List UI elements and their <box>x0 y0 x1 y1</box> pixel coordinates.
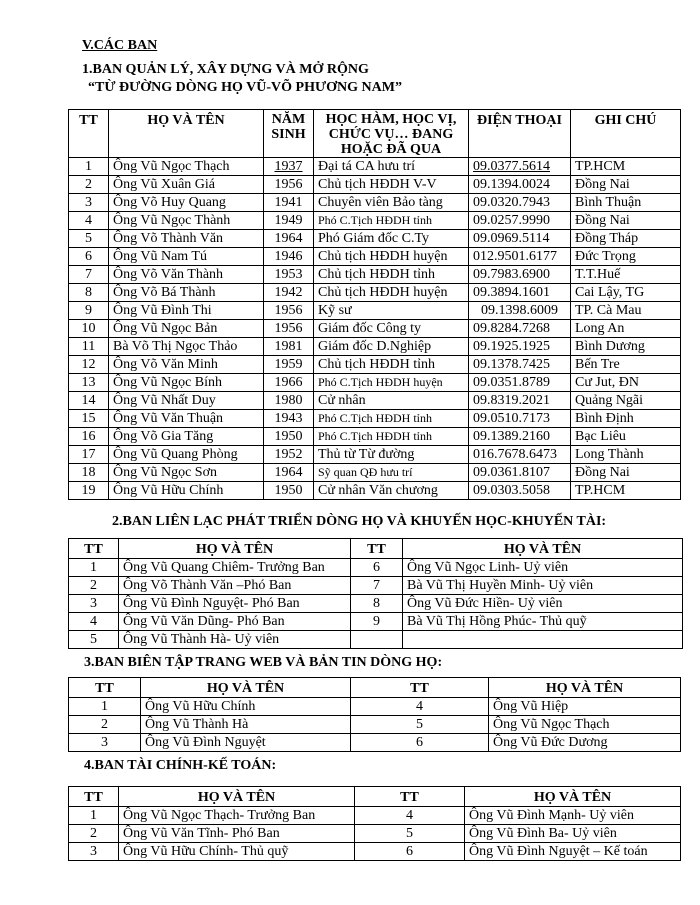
row-tt2: 8 <box>351 595 403 613</box>
board1-table <box>68 109 681 500</box>
header-name2: HỌ VÀ TÊN <box>489 678 681 698</box>
row-note: Bến Tre <box>571 356 681 374</box>
row-tt: 4 <box>69 212 109 230</box>
row-tt: 3 <box>69 595 119 613</box>
row-tt2: 6 <box>351 559 403 577</box>
row-phone: 09.1394.0024 <box>469 176 571 194</box>
row-phone: 09.0257.9990 <box>469 212 571 230</box>
board3-table-row <box>69 698 681 716</box>
row-name: Ông Vũ Ngọc Sơn <box>109 464 264 482</box>
board3-title: 3.BAN BIÊN TẬP TRANG WEB VÀ BẢN TIN DÒNG HỌ: <box>84 655 443 670</box>
row-name: Ông Vũ Hữu Chính- Thủ quỹ <box>119 843 355 861</box>
board4-table-row <box>69 807 681 825</box>
row-note: TP.HCM <box>571 482 681 500</box>
board1-table-row <box>69 320 681 338</box>
row-name: Ông Vũ Hữu Chính <box>109 482 264 500</box>
row-name: Bà Võ Thị Ngọc Thảo <box>109 338 264 356</box>
row-tt: 16 <box>69 428 109 446</box>
row-tt: 6 <box>69 248 109 266</box>
row-phone: 09.0377.5614 <box>469 158 571 176</box>
row-tt: 15 <box>69 410 109 428</box>
row-name: Ông Võ Văn Thành <box>109 266 264 284</box>
header-name: HỌ VÀ TÊN <box>119 539 351 559</box>
row-tt: 12 <box>69 356 109 374</box>
row-name: Ông Vũ Ngọc Thạch <box>109 158 264 176</box>
row-tt: 3 <box>69 194 109 212</box>
row-position: Chủ tịch HĐDH huyện <box>314 284 469 302</box>
row-name: Ông Vũ Đình Thi <box>109 302 264 320</box>
row-tt: 3 <box>69 843 119 861</box>
row-phone: 012.9501.6177 <box>469 248 571 266</box>
board1-table-row <box>69 338 681 356</box>
row-year: 1946 <box>264 248 314 266</box>
row-note: Quảng Ngãi <box>571 392 681 410</box>
row-note: Bình Dương <box>571 338 681 356</box>
board1-table-row <box>69 428 681 446</box>
header-tt2: TT <box>355 787 465 807</box>
row-note: Đồng Nai <box>571 212 681 230</box>
row-name: Ông Võ Văn Minh <box>109 356 264 374</box>
row-position: Chủ tịch HĐDH V-V <box>314 176 469 194</box>
row-note: Long An <box>571 320 681 338</box>
row-phone: 09.1398.6009 <box>469 302 571 320</box>
board3-table-row <box>69 734 681 752</box>
board1-table-row <box>69 410 681 428</box>
row-name: Ông Vũ Ngọc Thành <box>109 212 264 230</box>
row-name2: Ông Vũ Đình Mạnh- Uỷ viên <box>465 807 681 825</box>
row-phone: 09.0320.7943 <box>469 194 571 212</box>
header-tt: TT <box>69 110 109 158</box>
row-tt2: 4 <box>351 698 489 716</box>
board1-table-row <box>69 266 681 284</box>
row-position: Đại tá CA hưu trí <box>314 158 469 176</box>
row-position: Sỹ quan QĐ hưu trí <box>314 464 469 482</box>
board1-table-row <box>69 284 681 302</box>
row-name2: Ông Vũ Ngọc Thạch <box>489 716 681 734</box>
row-name: Ông Vũ Xuân Giá <box>109 176 264 194</box>
row-name: Ông Vũ Đình Nguyệt- Phó Ban <box>119 595 351 613</box>
row-tt2: 5 <box>355 825 465 843</box>
header-year: NĂM SINH <box>264 110 314 158</box>
row-position: Kỹ sư <box>314 302 469 320</box>
header-name2: HỌ VÀ TÊN <box>465 787 681 807</box>
board3-table <box>68 677 681 752</box>
row-year: 1952 <box>264 446 314 464</box>
row-year: 1943 <box>264 410 314 428</box>
board1-table-row <box>69 464 681 482</box>
row-year: 1981 <box>264 338 314 356</box>
board1-table-row <box>69 176 681 194</box>
row-position: Cử nhân Văn chương <box>314 482 469 500</box>
row-note: TP. Cà Mau <box>571 302 681 320</box>
row-phone: 09.0303.5058 <box>469 482 571 500</box>
row-name2: Ông Vũ Đức Hiền- Uỷ viên <box>403 595 683 613</box>
board2-table-row <box>69 595 683 613</box>
row-year: 1959 <box>264 356 314 374</box>
header-tt: TT <box>69 539 119 559</box>
row-position: Giám đốc Công ty <box>314 320 469 338</box>
row-tt: 1 <box>69 807 119 825</box>
row-phone: 09.1378.7425 <box>469 356 571 374</box>
row-phone: 09.0361.8107 <box>469 464 571 482</box>
row-tt2 <box>351 631 403 649</box>
row-name: Ông Võ Gia Tăng <box>109 428 264 446</box>
row-position: Phó C.Tịch HĐDH huyện <box>314 374 469 392</box>
row-phone: 09.8284.7268 <box>469 320 571 338</box>
row-phone: 09.1389.2160 <box>469 428 571 446</box>
row-year: 1950 <box>264 428 314 446</box>
row-name2: Ông Vũ Đình Nguyệt – Kế toán <box>465 843 681 861</box>
row-name: Ông Vũ Văn Thuận <box>109 410 264 428</box>
row-name: Ông Vũ Nam Tú <box>109 248 264 266</box>
row-year: 1949 <box>264 212 314 230</box>
row-name: Ông Vũ Văn Dũng- Phó Ban <box>119 613 351 631</box>
board1-table-row <box>69 392 681 410</box>
row-tt: 8 <box>69 284 109 302</box>
row-note: Đồng Nai <box>571 464 681 482</box>
header-name: HỌ VÀ TÊN <box>119 787 355 807</box>
row-position: Chủ tịch HĐDH tỉnh <box>314 356 469 374</box>
row-tt: 1 <box>69 698 141 716</box>
board2-header-row <box>69 539 683 559</box>
row-phone: 09.8319.2021 <box>469 392 571 410</box>
row-position: Giám đốc D.Nghiệp <box>314 338 469 356</box>
row-tt: 13 <box>69 374 109 392</box>
board3-table-row <box>69 716 681 734</box>
row-name: Ông Vũ Thành Hà- Uỷ viên <box>119 631 351 649</box>
row-tt2: 9 <box>351 613 403 631</box>
row-tt: 5 <box>69 230 109 248</box>
board1-table-row <box>69 302 681 320</box>
row-note: Bình Thuận <box>571 194 681 212</box>
board1-table-row <box>69 374 681 392</box>
board1-title-line2: “TỪ ĐƯỜNG DÒNG HỌ VŨ-VÕ PHƯƠNG NAM” <box>88 80 402 95</box>
row-phone: 09.0351.8789 <box>469 374 571 392</box>
row-name2: Bà Vũ Thị Huyền Minh- Uỷ viên <box>403 577 683 595</box>
board1-table-row <box>69 356 681 374</box>
row-name2: Ông Vũ Hiệp <box>489 698 681 716</box>
row-phone: 09.0969.5114 <box>469 230 571 248</box>
row-note: Bạc Liêu <box>571 428 681 446</box>
board4-table-row <box>69 843 681 861</box>
row-tt: 17 <box>69 446 109 464</box>
row-tt: 10 <box>69 320 109 338</box>
board1-header-row <box>69 110 681 158</box>
header-tt2: TT <box>351 539 403 559</box>
section-title: V.CÁC BAN <box>82 38 158 53</box>
row-note: Đồng Tháp <box>571 230 681 248</box>
row-position: Phó Giám đốc C.Ty <box>314 230 469 248</box>
row-year: 1941 <box>264 194 314 212</box>
board2-table-row <box>69 631 683 649</box>
row-tt: 11 <box>69 338 109 356</box>
row-position: Phó C.Tịch HĐDH tỉnh <box>314 212 469 230</box>
row-position: Cử nhân <box>314 392 469 410</box>
row-year: 1953 <box>264 266 314 284</box>
board1-table-row <box>69 230 681 248</box>
row-name: Ông Vũ Quang Phòng <box>109 446 264 464</box>
board1-title-line1: 1.BAN QUẢN LÝ, XÂY DỰNG VÀ MỞ RỘNG <box>82 62 369 77</box>
row-name2: Ông Vũ Ngọc Linh- Uỷ viên <box>403 559 683 577</box>
board1-table-row <box>69 248 681 266</box>
row-tt: 7 <box>69 266 109 284</box>
board1-table-row <box>69 158 681 176</box>
board1-table-row <box>69 446 681 464</box>
row-tt: 5 <box>69 631 119 649</box>
row-position: Phó C.Tịch HĐDH tỉnh <box>314 410 469 428</box>
row-tt2: 4 <box>355 807 465 825</box>
row-name: Ông Vũ Quang Chiêm- Trưởng Ban <box>119 559 351 577</box>
board4-table <box>68 786 681 861</box>
row-note: Bình Định <box>571 410 681 428</box>
row-tt: 9 <box>69 302 109 320</box>
row-position: Chủ tịch HĐDH tỉnh <box>314 266 469 284</box>
row-name: Ông Võ Bá Thành <box>109 284 264 302</box>
row-name: Ông Vũ Hữu Chính <box>141 698 351 716</box>
header-tt2: TT <box>351 678 489 698</box>
row-name2: Ông Vũ Đình Ba- Uỷ viên <box>465 825 681 843</box>
row-note: Cư Jut, ĐN <box>571 374 681 392</box>
header-tt: TT <box>69 787 119 807</box>
row-tt: 19 <box>69 482 109 500</box>
header-note: GHI CHÚ <box>571 110 681 158</box>
row-year: 1956 <box>264 320 314 338</box>
row-tt: 4 <box>69 613 119 631</box>
row-phone: 09.3894.1601 <box>469 284 571 302</box>
header-tt: TT <box>69 678 141 698</box>
board4-title: 4.BAN TÀI CHÍNH-KẾ TOÁN: <box>84 758 277 773</box>
row-phone: 09.0510.7173 <box>469 410 571 428</box>
row-name: Ông Võ Thành Văn <box>109 230 264 248</box>
row-year: 1964 <box>264 230 314 248</box>
header-position: HỌC HÀM, HỌC VỊ, CHỨC VỤ… ĐANG HOẶC ĐÃ QUA <box>314 110 469 158</box>
row-tt: 2 <box>69 176 109 194</box>
board2-table-row <box>69 613 683 631</box>
row-name: Ông Vũ Đình Nguyệt <box>141 734 351 752</box>
row-year: 1964 <box>264 464 314 482</box>
board2-table <box>68 538 683 649</box>
row-note: Đồng Nai <box>571 176 681 194</box>
row-tt2: 7 <box>351 577 403 595</box>
board4-header-row <box>69 787 681 807</box>
row-year: 1966 <box>264 374 314 392</box>
board2-table-row <box>69 559 683 577</box>
board2-table-row <box>69 577 683 595</box>
row-name: Ông Vũ Văn Tĩnh- Phó Ban <box>119 825 355 843</box>
row-name2 <box>403 631 683 649</box>
row-tt2: 6 <box>355 843 465 861</box>
row-position: Chuyên viên Bảo tàng <box>314 194 469 212</box>
row-year: 1942 <box>264 284 314 302</box>
row-note: Cai Lậy, TG <box>571 284 681 302</box>
board4-table-row <box>69 825 681 843</box>
row-year: 1980 <box>264 392 314 410</box>
row-note: Long Thành <box>571 446 681 464</box>
row-tt: 3 <box>69 734 141 752</box>
row-position: Thủ từ Từ đường <box>314 446 469 464</box>
row-note: TP.HCM <box>571 158 681 176</box>
row-phone: 016.7678.6473 <box>469 446 571 464</box>
row-name: Ông Vũ Ngọc Bính <box>109 374 264 392</box>
row-tt: 1 <box>69 158 109 176</box>
row-tt: 14 <box>69 392 109 410</box>
row-name: Ông Vũ Thành Hà <box>141 716 351 734</box>
row-phone: 09.1925.1925 <box>469 338 571 356</box>
row-year: 1950 <box>264 482 314 500</box>
row-tt: 1 <box>69 559 119 577</box>
row-name: Ông Võ Thành Văn –Phó Ban <box>119 577 351 595</box>
row-tt: 2 <box>69 577 119 595</box>
row-name: Ông Vũ Ngọc Bản <box>109 320 264 338</box>
row-phone: 09.7983.6900 <box>469 266 571 284</box>
board2-title: 2.BAN LIÊN LẠC PHÁT TRIỂN DÒNG HỌ VÀ KHUYẾN HỌC-KHUYẾN TÀI: <box>112 514 607 529</box>
board3-header-row <box>69 678 681 698</box>
row-year: 1956 <box>264 302 314 320</box>
header-name: HỌ VÀ TÊN <box>141 678 351 698</box>
row-note: T.T.Huế <box>571 266 681 284</box>
row-name: Ông Vũ Nhất Duy <box>109 392 264 410</box>
header-phone: ĐIỆN THOẠI <box>469 110 571 158</box>
row-name: Ông Võ Huy Quang <box>109 194 264 212</box>
header-name2: HỌ VÀ TÊN <box>403 539 683 559</box>
row-position: Chủ tịch HĐDH huyện <box>314 248 469 266</box>
row-name2: Bà Vũ Thị Hồng Phúc- Thủ quỹ <box>403 613 683 631</box>
row-name: Ông Vũ Ngọc Thạch- Trưởng Ban <box>119 807 355 825</box>
row-position: Phó C.Tịch HĐDH tỉnh <box>314 428 469 446</box>
board1-table-row <box>69 482 681 500</box>
row-note: Đức Trọng <box>571 248 681 266</box>
row-tt2: 5 <box>351 716 489 734</box>
row-tt: 2 <box>69 716 141 734</box>
row-name2: Ông Vũ Đức Dương <box>489 734 681 752</box>
row-year: 1937 <box>264 158 314 176</box>
row-year: 1956 <box>264 176 314 194</box>
board1-table-row <box>69 212 681 230</box>
row-tt: 18 <box>69 464 109 482</box>
board1-table-row <box>69 194 681 212</box>
row-tt: 2 <box>69 825 119 843</box>
row-tt2: 6 <box>351 734 489 752</box>
header-name: HỌ VÀ TÊN <box>109 110 264 158</box>
